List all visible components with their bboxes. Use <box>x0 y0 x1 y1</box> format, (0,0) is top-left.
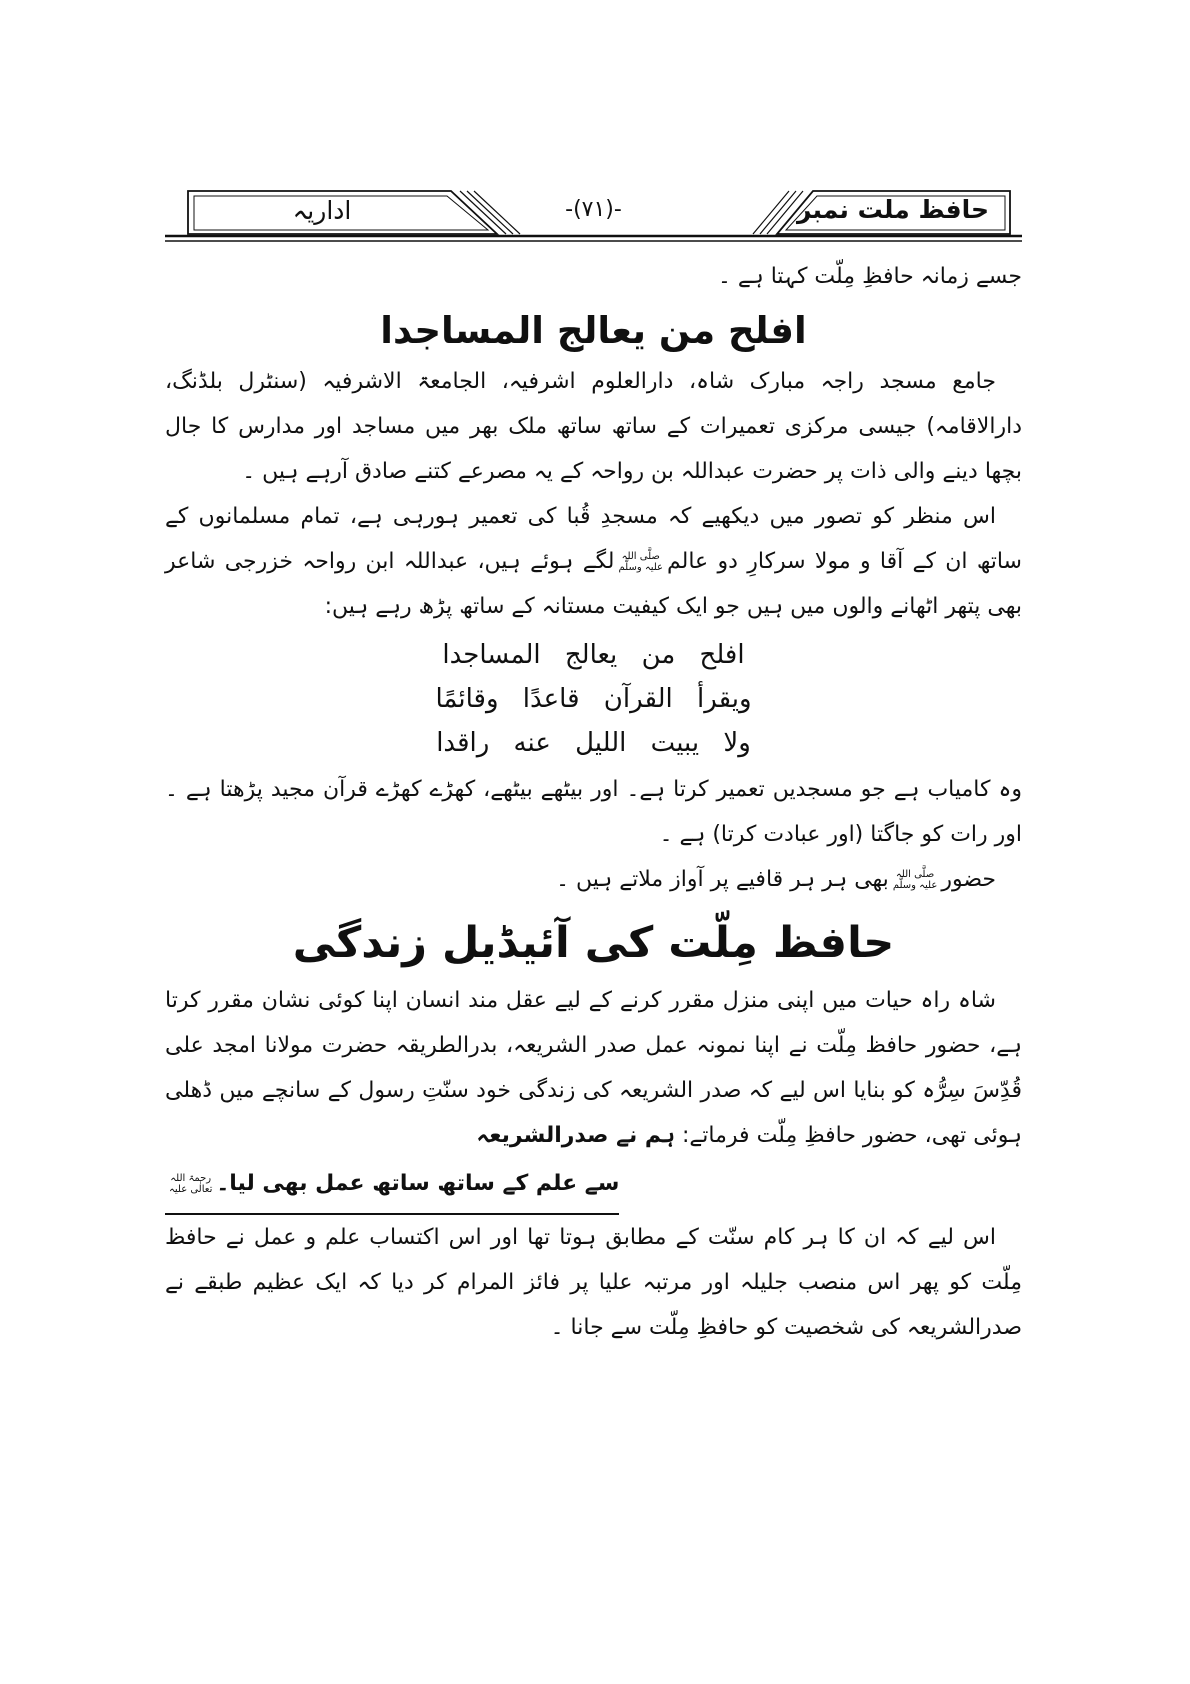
paragraph-ideal <box>165 978 1022 1158</box>
intro-line: جسے زمانہ حافظِ مِلّت کہتا ہے ۔ <box>718 264 1022 289</box>
salawat-bottom: علیہ وسلَّم <box>618 562 663 573</box>
paragraph-quba-start: اس منظر کو تصور میں دیکھیے کہ مسجدِ قُبا کی تعمیر ہورہی ہے، تمام مسلمانوں کے ساتھ ان کے آقا و مولا سرکارِ دو عالم <box>165 504 1022 574</box>
paragraph-translation: وہ کامیاب ہے جو مسجدیں تعمیر کرتا ہے۔ اور بیٹھے بیٹھے، کھڑے کھڑے قرآن مجید پڑھتا ہے ۔ اور رات کو جاگتا (اور عبادت کرتا) ہے ۔ <box>165 777 1022 847</box>
quote-underline <box>165 1160 619 1215</box>
verse-line-3: ولا يبيت الليل عنه راقدا <box>436 728 751 758</box>
line-huzoor-end: بھی ہر ہر قافیے پر آواز ملاتے ہیں ۔ <box>556 867 889 892</box>
salawat-bottom: علیہ وسلَّم <box>892 880 938 891</box>
header-title: حافظ ملت نمبر <box>796 195 989 224</box>
verse-line-1: افلح من يعالج المساجدا <box>442 640 745 670</box>
paragraph-mosques: جامع مسجد راجہ مبارک شاہ، دارالعلوم اشرفیہ، الجامعۃ الاشرفیہ (سنٹرل بلڈنگ، دارالاقامہ) جیسی مرکزی تعمیرات کے ساتھ ساتھ ملک بھر میں مساجد اور مدارس کا جال بچھا دینے والی ذات پر حضرت عبداللہ بن رواحہ کے یہ مصرعے کتنے صادق آرہے ہیں ۔ <box>165 369 1022 484</box>
paragraph-quba-end: لگے ہوئے ہیں، عبداللہ ابن رواحہ خزرجی شاعر بھی پتھر اٹھانے والوں میں ہیں جو ایک کیفیت مستانہ کے ساتھ پڑھ رہے ہیں: <box>165 549 1022 619</box>
paragraph-ideal-bold: ہم نے صدرالشریعہ <box>476 1123 676 1148</box>
header-band <box>165 186 1022 244</box>
quote-line <box>165 1160 1022 1215</box>
paragraph-quba <box>165 494 1022 629</box>
heading-ideal-life: حافظ مِلّت کی آئیڈیل زندگی <box>292 918 895 968</box>
line-huzoor-start: حضور <box>941 867 996 892</box>
page-number: -(۷۱)- <box>565 197 622 222</box>
salawat-icon <box>893 869 938 891</box>
header-section-label: اداریہ <box>292 196 352 225</box>
salawat-top: صلَّی اللہ <box>895 869 935 880</box>
salawat-icon <box>618 551 663 573</box>
rahma-icon <box>169 1173 212 1195</box>
heading-aflaha: افلح من یعالج المساجدا <box>380 309 807 352</box>
line-huzoor <box>165 857 1022 902</box>
paragraph-ideal-normal: شاہ راہ حیات میں اپنی منزل مقرر کرنے کے لیے عقل مند انسان اپنا کوئی نشان مقرر کرتا ہے، حضور حافظ مِلّت نے اپنا نمونہ عمل صدر الشریعہ، بدرالطریقہ حضرت مولانا امجد علی قُدِّسَ سِرُّہ کو بنایا اس لیے کہ صدر الشریعہ کی زندگی خود سنّتِ رسول کے سانچے میں ڈھلی ہوئی تھی، حضور حافظِ مِلّت فرماتے: <box>165 988 1022 1148</box>
rahma-bottom: تعالٰی علیہ <box>169 1184 213 1195</box>
salawat-top: صلَّی اللہ <box>621 551 660 562</box>
rahma-top: رحمۃ اللہ <box>170 1173 212 1184</box>
verse-block <box>165 633 1022 765</box>
page-content <box>165 186 1022 1350</box>
verse-line-2: ويقرأ القرآن قاعدًا وقائمًا <box>435 684 752 714</box>
paragraph-final: اس لیے کہ ان کا ہر کام سنّت کے مطابق ہوتا تھا اور اس اکتساب علم و عمل نے حافظ مِلّت کو پھر اس منصب جلیلہ اور مرتبہ علیا پر فائز المرام کر دیا کہ ایک عظیم طبقے نے صدرالشریعہ کی شخصیت کو حافظِ مِلّت سے جانا ۔ <box>165 1225 1022 1340</box>
quote-text: سے علم کے ساتھ ساتھ عمل بھی لیا۔ <box>216 1171 620 1196</box>
